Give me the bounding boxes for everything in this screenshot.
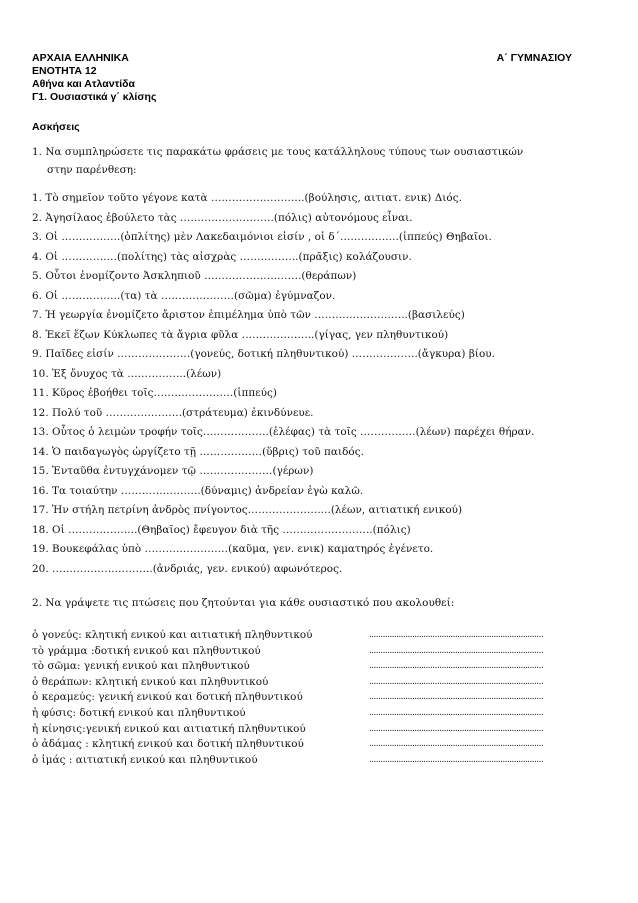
exercise1-item: 12. Πολύ τοῦ ………………….(στράτευμα) ἐκινδύνευε. <box>32 406 314 419</box>
answer-blank[interactable]: ............................................................................. <box>369 676 544 687</box>
exercise1-item: 15. Ἐνταῦθα ἐντυγχάνομεν τῷ …………………(γέρων) <box>32 465 314 477</box>
exercise2-item: ἡ φύσις: δοτική ενικού και πληθυντικού <box>32 707 246 719</box>
grade-heading: Α΄ ΓΥΜΝΑΣΙΟΥ <box>496 52 572 64</box>
exercise1-item: 10. Ἐξ ὄνυχος τὰ ……………..(λέων) <box>32 367 222 380</box>
exercise1-item: 7. Ἡ γεωργία ἐνομίζετο ἄριστον ἐπιμέλημα ὑπὸ τῶν ……………………...(βασιλεύς) <box>32 309 465 321</box>
section-heading: Ασκήσεις <box>32 121 80 133</box>
exercise1-item: 11. Κῦρος ἐβοήθει τοῖς…………………..(ἱππεύς) <box>32 387 278 399</box>
exercise1-item: 4. Οἱ …………….(πολίτης) τὰς αἰσχρὰς ……………..(πρᾶξις) κολάζουσιν. <box>32 250 412 263</box>
exercise1-item: 16. Τα τοιαύτην …………………..(δύναμις) ἀνδρείαν ἐγὼ καλῶ. <box>32 484 364 497</box>
answer-blank[interactable]: ............................................................................. <box>369 692 544 703</box>
exercise1-instruction: 1. Να συμπληρώσετε τις παρακάτω φράσεις με τους κατάλληλους τύπους των ουσιαστικών <box>32 146 524 158</box>
exercise2-item: τὸ σῶμα: γενική ενικού και πληθυντικού <box>32 660 250 673</box>
answer-blank[interactable]: ............................................................................. <box>369 630 544 640</box>
exercise1-item: 8. Ἐκεῖ ἔζων Κύκλωπες τὰ ἄγρια φῦλα ………………...(γίγας, γεν πληθυντικού) <box>32 328 449 341</box>
answer-blank[interactable]: ............................................................................. <box>369 723 544 734</box>
exercise1-item: 6. Οἱ ……………..(τα) τὰ …………………(σῶμα) ἐγύμναζον. <box>32 289 336 302</box>
exercise1-item: 20. ………………………..(ἀνδριάς, γεν. ενικού) αφωνότερος. <box>32 562 343 575</box>
exercise1-item: 5. Οὗτοι ἐνομίζοντο Ἀσκληπιοῦ ……………………….(θεράπων) <box>32 270 357 282</box>
exercise1-item: 2. Ἀγησίλαος ἐβούλετο τὰς ………………………(πόλις) αὐτονόμους εἶναι. <box>32 211 413 224</box>
answer-blank[interactable]: ............................................................................. <box>369 645 544 656</box>
exercise1-item: 17. Ἡν στήλη πετρίνη ἀνδρὸς πνίγοντος…………………...(λέων, αιτιατική ενικού) <box>32 504 463 516</box>
answer-blank[interactable]: ............................................................................. <box>369 661 544 672</box>
subject-heading: ΑΡΧΑΙΑ ΕΛΛΗΝΙΚΑ <box>32 52 129 64</box>
exercise2-item: ὁ γονεύς: κλητική ενικού και αιτιατική πληθυντικού <box>32 629 313 641</box>
exercise1-item: 3. Οἱ ……………..(ὁπλίτης) μὲν Λακεδαιμόνιοι εἰσίν , οἱ δ΄……………..(ἱππεύς) Θηβαῖοι. <box>32 231 492 243</box>
exercise1-instruction-cont: στην παρένθεση: <box>47 164 137 176</box>
exercise1-item: 18. Οἱ ………………..(Θηβαῖος) ἔφευγον διὰ τῆς ……………………..(πόλις) <box>32 523 411 536</box>
exercise2-item: ὁ ἀδάμας : κλητική ενικού και δοτική πληθυντικού <box>32 738 304 751</box>
exercise2-item: ὁ κεραμεύς: γενική ενικού και δοτική πληθυντικού <box>32 691 303 704</box>
answer-blank[interactable]: ............................................................................. <box>369 739 544 750</box>
lesson-title: Αθήνα και Ατλαντίδα <box>32 78 135 90</box>
topic-heading: Γ1. Ουσιαστικά γ΄ κλίσης <box>32 91 157 103</box>
exercise2-item: ὁ ἱμάς : αιτιατική ενικού και πληθυντικού <box>32 753 258 766</box>
exercise2-item: τὸ γράμμα :δοτική ενικού και πληθυντικού <box>32 644 261 657</box>
exercise2-instruction: 2. Να γράψετε τις πτώσεις που ζητούνται για κάθε ουσιαστικό που ακολουθεί: <box>32 597 455 609</box>
exercise1-item: 14. Ὁ παιδαγωγὸς ὠργίζετο τῇ ………………(ὕβρις) τοῦ παιδός. <box>32 445 364 458</box>
exercise2-item: ὁ θεράπων: κλητική ενικού και πληθυντικού <box>32 675 269 688</box>
answer-blank[interactable]: ............................................................................. <box>369 754 544 765</box>
exercise1-item: 9. Παῖδες εἰσίν …………………(γονεύς, δοτική πληθυντικού) ……………….(ἄγκυρα) βίου. <box>32 348 496 360</box>
unit-heading: ΕΝΟΤΗΤΑ 12 <box>32 65 97 77</box>
exercise1-item: 1. Τὸ σημεῖον τοῦτο γέγονε κατὰ ………………….…..(βούλησις, αιτιατ. ενικ) Διός. <box>32 192 462 204</box>
exercise2-item: ἡ κίνησις:γενική ενικού και αιτιατική πληθυντικού <box>32 722 306 735</box>
exercise1-item: 13. Οὗτος ὁ λειμὼν τροφήν τοῖς……………….(ἐλέφας) τὰ τοῖς …………….(λέων) παρέχει θήραν. <box>32 426 535 438</box>
exercise1-item: 19. Βουκεφάλας ὑπὸ ……………………(καῦμα, γεν. ενικ) καματηρός ἐγένετο. <box>32 543 434 555</box>
answer-blank[interactable]: ............................................................................. <box>369 708 544 718</box>
